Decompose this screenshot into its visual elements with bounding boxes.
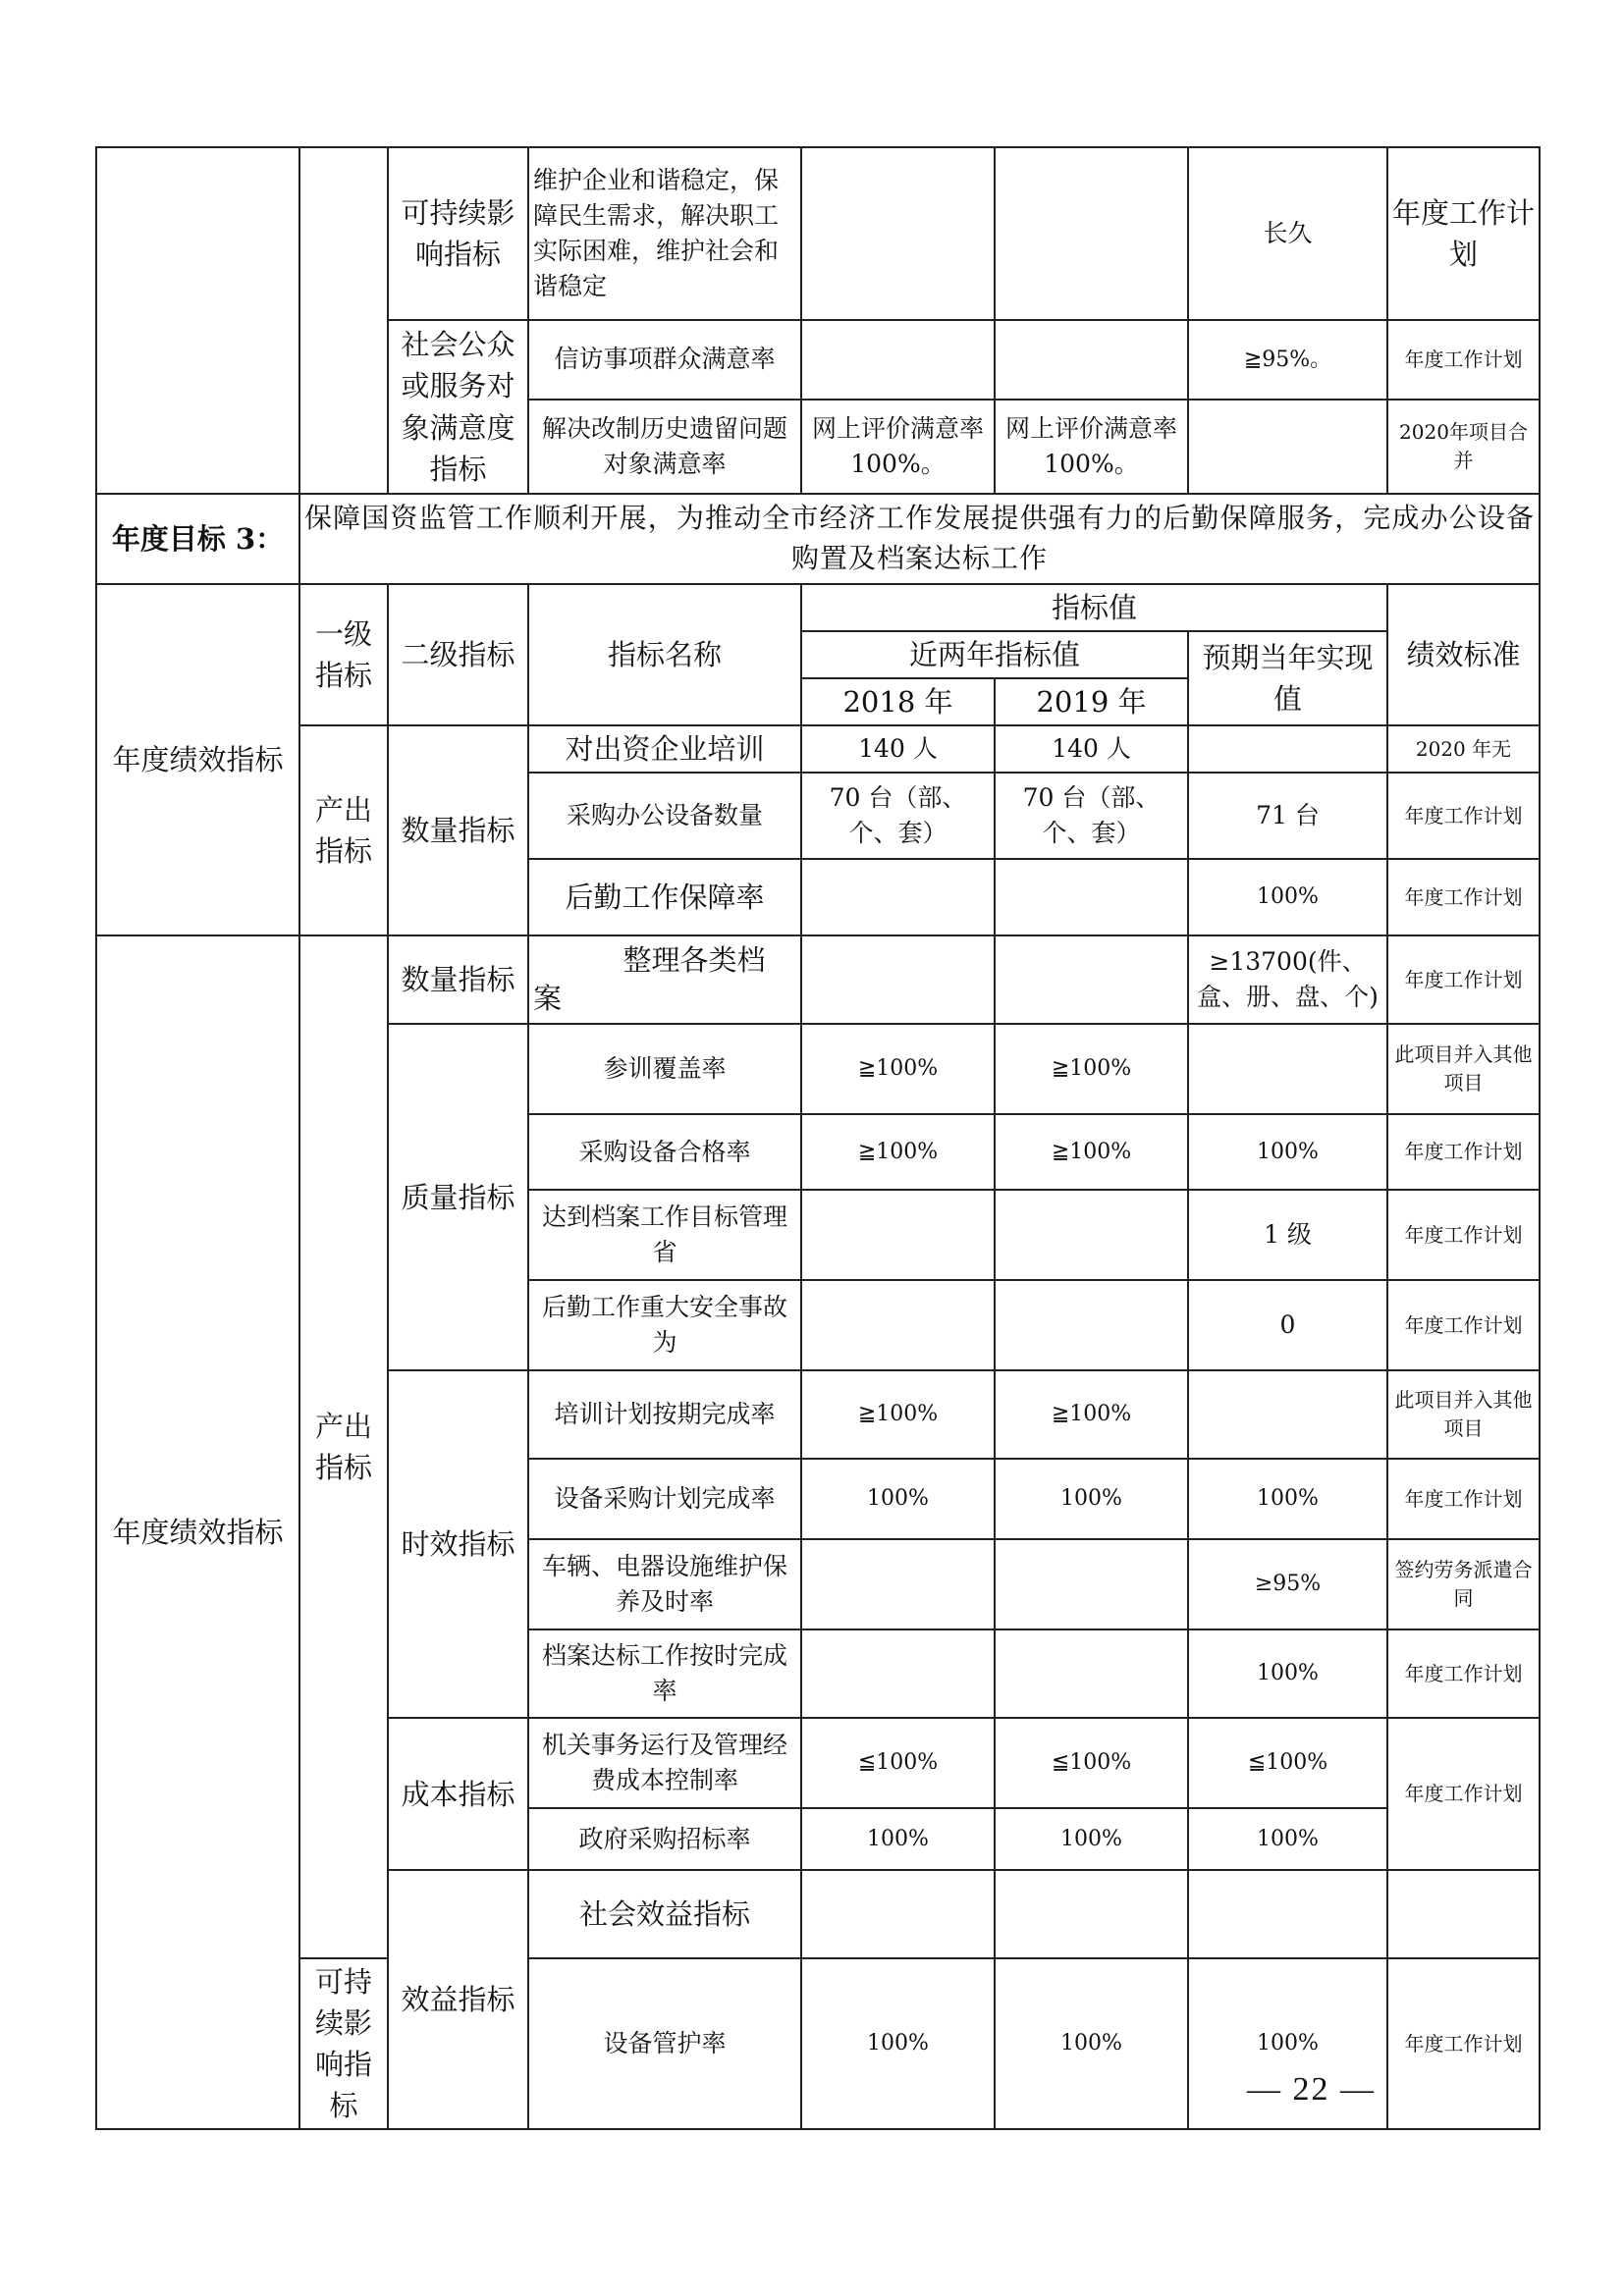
value-2018: ≦100%: [801, 1718, 995, 1808]
indicator-name: [801, 1870, 995, 1958]
expected-value: 1 级: [1188, 1190, 1387, 1280]
indicator-name-line2: 案: [533, 982, 563, 1016]
value-2018: 网上评价满意率100%。: [801, 400, 995, 494]
standard: 年度工作计划: [1387, 773, 1540, 859]
value-2019: [995, 320, 1188, 400]
standard: 此项目并入其他项目: [1387, 1370, 1540, 1459]
value-2018: 140 人: [801, 725, 995, 773]
empty-section-cell: [96, 147, 299, 494]
section-label: 年度绩效指标: [96, 935, 299, 2129]
l2-sustain: 可持续影响指标: [299, 1958, 388, 2129]
value-2018: ≧100%: [801, 1114, 995, 1190]
value-2019: [995, 859, 1188, 935]
performance-table: [95, 146, 1541, 2130]
value-2019: [995, 1629, 1188, 1718]
expected-value: [1188, 1024, 1387, 1114]
standard: 年度工作计划: [1387, 859, 1540, 935]
value-2018: [801, 859, 995, 935]
expected-value: 长久: [1188, 147, 1387, 320]
standard: 年度工作计划: [1387, 147, 1540, 320]
value-2019: 140 人: [995, 725, 1188, 773]
indicator-name: 车辆、电器设施维护保养及时率: [528, 1539, 801, 1629]
standard: 年度工作计划: [1387, 1190, 1540, 1280]
value-2019: 100%: [995, 1808, 1188, 1870]
goal-text: 保障国资监管工作顺利开展，为推动全市经济工作发展提供强有力的后勤保障服务，完成办公设备购置及档案达标工作: [299, 494, 1540, 584]
header-l1: 一级指标: [299, 584, 388, 725]
expected-value: ≥95%: [1188, 1539, 1387, 1629]
indicator-name: 解决改制历史遗留问题对象满意率: [528, 400, 801, 494]
value-2019: [995, 1539, 1188, 1629]
header-2019: 2019 年: [995, 678, 1188, 725]
l2-timeliness: 时效指标: [388, 1370, 528, 1718]
l2-quality: 质量指标: [388, 1024, 528, 1370]
value-2019: [995, 147, 1188, 320]
expected-value: ≧95%。: [1188, 320, 1387, 400]
header-recent: 近两年指标值: [801, 631, 1188, 678]
l1-output: 产出指标: [299, 725, 388, 935]
expected-value: [1188, 400, 1387, 494]
value-2018: [801, 1629, 995, 1718]
standard: 签约劳务派遣合同: [1387, 1539, 1540, 1629]
value-2019: ≦100%: [995, 1718, 1188, 1808]
value-2018: [801, 1280, 995, 1370]
header-value-group: 指标值: [801, 584, 1387, 631]
value-2019: ≧100%: [995, 1370, 1188, 1459]
header-name: 指标名称: [528, 584, 801, 725]
value-2019: [1188, 1870, 1387, 1958]
indicator-name: 后勤工作保障率: [528, 859, 801, 935]
value-2019: [995, 1190, 1188, 1280]
value-2018: [801, 320, 995, 400]
expected-value: 0: [1188, 1280, 1387, 1370]
l2-satisfaction: 社会公众或服务对象满意度指标: [388, 320, 528, 494]
indicator-name: 对出资企业培训: [528, 725, 801, 773]
expected-value: 71 台: [1188, 773, 1387, 859]
header-l2: 二级指标: [388, 584, 528, 725]
header-standard: 绩效标准: [1387, 584, 1540, 725]
l2-sustain-top: 可持续影响指标: [388, 147, 528, 320]
indicator-name: 设备采购计划完成率: [528, 1459, 801, 1539]
expected-value: 100%: [1188, 1629, 1387, 1718]
indicator-name: 参训覆盖率: [528, 1024, 801, 1114]
expected-value: 100%: [1188, 1114, 1387, 1190]
indicator-name: 维护企业和谐稳定，保障民生需求，解决职工实际困难，维护社会和谐稳定: [528, 147, 801, 320]
expected-value: 100%: [1188, 1459, 1387, 1539]
section-label: 年度绩效指标: [96, 584, 299, 935]
expected-value: 100%: [1188, 1958, 1387, 2129]
expected-value: [1188, 1370, 1387, 1459]
value-2019: 70 台（部、个、套）: [995, 773, 1188, 859]
indicator-name: 机关事务运行及管理经费成本控制率: [528, 1718, 801, 1808]
value-2018: 100%: [801, 1459, 995, 1539]
l2-quantity: 数量指标: [388, 935, 528, 1024]
value-2019: [995, 1280, 1188, 1370]
value-2019: ≧100%: [995, 1114, 1188, 1190]
indicator-name: 信访事项群众满意率: [528, 320, 801, 400]
value-2019: ≧100%: [995, 1024, 1188, 1114]
value-2018: ≧100%: [801, 1024, 995, 1114]
l1-benefit: 效益指标: [388, 1870, 528, 2129]
expected-value: ≦100%: [1188, 1718, 1387, 1808]
page-number: — 22 —: [1247, 2071, 1376, 2108]
indicator-name: 后勤工作重大安全事故为: [528, 1280, 801, 1370]
indicator-name: 采购办公设备数量: [528, 773, 801, 859]
value-2018: [995, 1870, 1188, 1958]
standard: 年度工作计划: [1387, 1958, 1540, 2129]
standard: 年度工作计划: [1387, 1280, 1540, 1370]
l2-social: 社会效益指标: [528, 1870, 801, 1958]
standard: 此项目并入其他项目: [1387, 1024, 1540, 1114]
l2-cost: 成本指标: [388, 1718, 528, 1870]
standard: 2020年项目合并: [1387, 400, 1540, 494]
indicator-name: 政府采购招标率: [528, 1808, 801, 1870]
indicator-name: [528, 935, 801, 1024]
standard: 年度工作计划: [1387, 1718, 1540, 1870]
value-2018: [801, 1539, 995, 1629]
value-2018: 70 台（部、个、套）: [801, 773, 995, 859]
expected-value: 100%: [1188, 859, 1387, 935]
value-2018: ≧100%: [801, 1370, 995, 1459]
expected-value: ≥13700(件、盒、册、盘、个): [1188, 935, 1387, 1024]
value-2018: 100%: [801, 1808, 995, 1870]
indicator-name: 达到档案工作目标管理省: [528, 1190, 801, 1280]
expected-value: [1188, 725, 1387, 773]
expected-value: 100%: [1188, 1808, 1387, 1870]
value-2019: [995, 935, 1188, 1024]
value-2019: 网上评价满意率100%。: [995, 400, 1188, 494]
value-2018: [801, 1190, 995, 1280]
standard: 年度工作计划: [1387, 935, 1540, 1024]
value-2019: 100%: [995, 1958, 1188, 2129]
value-2019: 100%: [995, 1459, 1188, 1539]
value-2018: [801, 935, 995, 1024]
standard: 年度工作计划: [1387, 320, 1540, 400]
header-expected: 预期当年实现值: [1188, 631, 1387, 725]
l1-output: 产出指标: [299, 935, 388, 1958]
header-2018: 2018 年: [801, 678, 995, 725]
standard: 年度工作计划: [1387, 1629, 1540, 1718]
indicator-name-line1: 整理各类档: [623, 943, 766, 978]
indicator-name: 采购设备合格率: [528, 1114, 801, 1190]
indicator-name: 培训计划按期完成率: [528, 1370, 801, 1459]
l2-quantity: 数量指标: [388, 725, 528, 935]
goal-label: 年度目标 3：: [96, 494, 299, 584]
value-2018: 100%: [801, 1958, 995, 2129]
expected-value: [1387, 1870, 1540, 1958]
standard: 年度工作计划: [1387, 1114, 1540, 1190]
standard: 2020 年无: [1387, 725, 1540, 773]
indicator-name: 设备管护率: [528, 1958, 801, 2129]
value-2018: [801, 147, 995, 320]
empty-l1-cell: [299, 147, 388, 494]
indicator-name: 档案达标工作按时完成率: [528, 1629, 801, 1718]
standard: 年度工作计划: [1387, 1459, 1540, 1539]
